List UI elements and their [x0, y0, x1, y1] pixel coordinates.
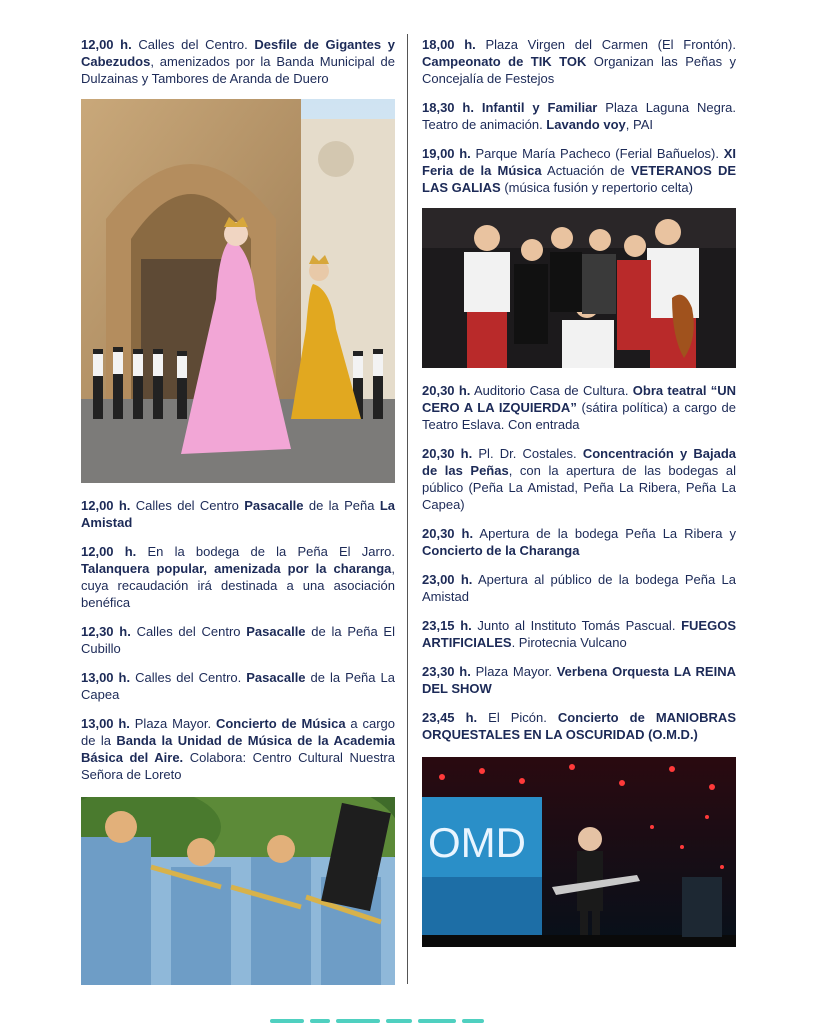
entry-highlight: 23,30 h.	[422, 664, 471, 679]
program-entry	[422, 525, 736, 559]
entry-highlight: 23,45 h.	[422, 710, 478, 725]
entry-highlight: Concierto de la Charanga	[422, 543, 580, 558]
photo-omd-concert	[422, 757, 736, 947]
entry-highlight: Lavando voy	[546, 117, 626, 132]
entry-text: Pl. Dr. Costales.	[472, 446, 583, 461]
entry-text: Plaza Mayor.	[470, 664, 557, 679]
entry-text: , PAI	[625, 117, 653, 132]
entry-highlight: 12,00 h.	[81, 544, 137, 559]
entry-text: de la Peña La Capea	[81, 670, 395, 702]
entry-text: Junto al Instituto Tomás Pascual.	[471, 618, 682, 633]
entry-text: Parque María Pacheco (Ferial Bañuelos).	[470, 146, 724, 161]
entry-text: de la Peña	[303, 498, 380, 513]
entry-text: (música fusión y repertorio celta)	[500, 180, 693, 195]
entry-highlight: 20,30 h.	[422, 383, 471, 398]
entry-highlight: 23,15 h.	[422, 618, 472, 633]
entry-text: Calles del Centro	[130, 624, 247, 639]
entry-text: Plaza Virgen del Carmen (El Frontón).	[475, 37, 736, 52]
entry-highlight: 12,30 h.	[81, 624, 131, 639]
program-entry	[81, 543, 395, 611]
entry-text: Plaza Laguna Negra. Teatro de animación.	[422, 100, 736, 132]
program-entry	[81, 669, 395, 703]
entry-highlight: Pasacalle	[246, 670, 306, 685]
entry-highlight: Pasacalle	[246, 624, 306, 639]
right-column	[422, 36, 736, 947]
entry-text: Colabora: Centro Cultural Nuestra Señora de Loreto	[81, 750, 395, 782]
footer-decoration	[270, 1010, 520, 1014]
entry-text: Organizan las Peñas y Concejalía de Festejos	[422, 54, 736, 86]
entry-highlight: Pasacalle	[244, 498, 304, 513]
program-entry	[422, 36, 736, 87]
entry-text: . Pirotecnia Vulcano	[511, 635, 627, 650]
program-entry	[422, 663, 736, 697]
program-entry	[81, 497, 395, 531]
entry-highlight: 23,00 h.	[422, 572, 473, 587]
left-column	[81, 36, 395, 985]
entry-highlight: Obra teatral “UN CERO A LA IZQUIERDA”	[422, 383, 737, 415]
entry-highlight: 20,30 h.	[422, 526, 474, 541]
program-entry	[422, 445, 736, 513]
entry-highlight: 18,30 h. Infantil y Familiar	[422, 100, 598, 115]
entry-text: de la Peña El Cubillo	[81, 624, 395, 656]
entry-highlight: 19,00 h.	[422, 146, 471, 161]
entry-highlight: Campeonato de TIK TOK	[422, 54, 587, 69]
program-entry	[422, 571, 736, 605]
entry-highlight: VETERANOS DE LAS GALIAS	[422, 163, 736, 195]
photo-military-band	[81, 797, 395, 985]
entry-text: Apertura de la bodega Peña La Ribera y	[473, 526, 736, 541]
entry-highlight: Desfile de Gigantes y Cabezudos	[81, 37, 395, 69]
program-entry	[422, 382, 736, 433]
entry-text: Calles del Centro.	[130, 670, 247, 685]
entry-text: Calles del Centro.	[131, 37, 255, 52]
entry-highlight: Concentración y Bajada de las Peñas	[422, 446, 736, 478]
entry-text: En la bodega de la Peña El Jarro.	[136, 544, 395, 559]
entry-text: El Picón.	[477, 710, 558, 725]
entry-highlight: XI Feria de la Música	[422, 146, 736, 178]
entry-highlight: Verbena Orquesta LA REINA DEL SHOW	[422, 664, 736, 696]
photo-celtic-group	[422, 208, 736, 368]
program-entry	[81, 715, 395, 783]
entry-text: , con la apertura de las bodegas al público (Peña La Amistad, Peña La Ribera, Peña La Capea)	[422, 463, 736, 512]
column-divider	[407, 34, 408, 984]
program-entry	[422, 145, 736, 196]
program-entry	[422, 99, 736, 133]
entry-highlight: 20,30 h.	[422, 446, 473, 461]
entry-text: , cuya recaudación irá destinada a una asociación benéfica	[81, 561, 395, 610]
entry-highlight: 13,00 h.	[81, 670, 131, 685]
entry-highlight: FUEGOS ARTIFICIALES	[422, 618, 736, 650]
entry-text: (sátira política) a cargo de Teatro Eslava. Con entrada	[422, 400, 736, 432]
program-entry	[422, 617, 736, 651]
entry-highlight: 12,00 h.	[81, 498, 131, 513]
entry-highlight: 12,00 h.	[81, 37, 132, 52]
entry-text: Calles del Centro	[130, 498, 245, 513]
entry-text: a cargo de la	[81, 716, 395, 748]
program-entry	[422, 709, 736, 743]
entry-highlight: Banda la Unidad de Música de la Academia Básica del Aire.	[81, 733, 395, 765]
program-entry	[81, 623, 395, 657]
entry-text: Auditorio Casa de Cultura.	[470, 383, 633, 398]
entry-highlight: Talanquera popular, amenizada por la charanga	[81, 561, 392, 576]
entry-text: Apertura al público de la bodega Peña La Amistad	[422, 572, 736, 604]
entry-highlight: 13,00 h.	[81, 716, 130, 731]
entry-highlight: 18,00 h.	[422, 37, 476, 52]
entry-highlight: Concierto de MANIOBRAS ORQUESTALES EN LA OSCURIDAD (O.M.D.)	[422, 710, 736, 742]
entry-text: Actuación de	[541, 163, 631, 178]
entry-text: , amenizados por la Banda Municipal de Dulzainas y Tambores de Aranda de Duero	[81, 54, 395, 86]
photo-giants-parade	[81, 99, 395, 483]
entry-highlight: La Amistad	[81, 498, 395, 530]
entry-highlight: Concierto de Música	[215, 716, 346, 731]
program-entry	[81, 36, 395, 87]
omd-screen-text: OMD	[428, 819, 526, 866]
entry-text: Plaza Mayor.	[129, 716, 216, 731]
